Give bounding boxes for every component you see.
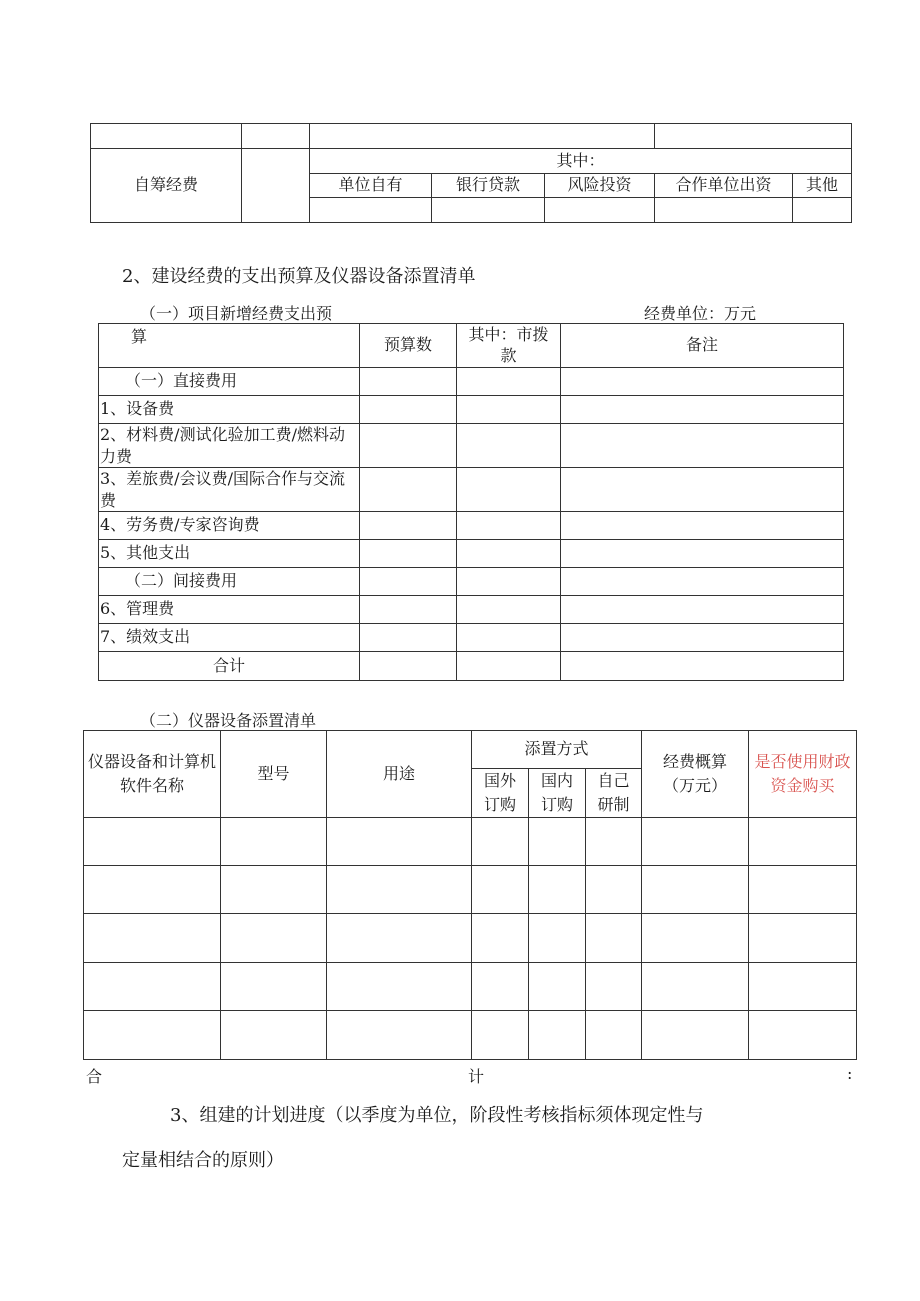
source-other: 其他 (793, 174, 852, 198)
cell (561, 624, 844, 652)
cell (327, 866, 472, 914)
row-total: 合计 (99, 652, 360, 681)
cell (561, 468, 844, 512)
cell (221, 914, 327, 963)
cell (360, 596, 457, 624)
cell (457, 540, 561, 568)
cell (360, 568, 457, 596)
header-domestic: 国内订购 (529, 769, 586, 818)
cell (749, 866, 857, 914)
cell (360, 468, 457, 512)
cell (529, 818, 586, 866)
cell (91, 124, 242, 149)
row-management: 6、管理费 (99, 596, 360, 624)
cell (529, 914, 586, 963)
cell (472, 866, 529, 914)
total-right: : (847, 1064, 853, 1083)
source-partner: 合作单位出资 (655, 174, 793, 198)
cell (561, 652, 844, 681)
row-materials: 2、材料费/测试化验加工费/燃料动力费 (99, 424, 360, 468)
cell (310, 124, 655, 149)
cell (529, 1011, 586, 1060)
cell (221, 963, 327, 1011)
cell (749, 818, 857, 866)
header-self-made: 自己研制 (586, 769, 642, 818)
cell (586, 866, 642, 914)
source-bank-loan: 银行贷款 (432, 174, 545, 198)
cell (561, 568, 844, 596)
cell (432, 198, 545, 223)
cell (457, 568, 561, 596)
budget-subtitle: （一）项目新增经费支出预 (140, 304, 333, 323)
header-purpose: 用途 (327, 731, 472, 818)
of-which-label: 其中： (310, 149, 852, 174)
cell (360, 540, 457, 568)
cell (655, 198, 793, 223)
row-travel: 3、差旅费/会议费/国际合作与交流费 (99, 468, 360, 512)
cell (472, 818, 529, 866)
cell (360, 396, 457, 424)
header-budget: 预算数 (360, 324, 457, 368)
cell (457, 624, 561, 652)
cell (642, 1011, 749, 1060)
cell (457, 396, 561, 424)
cell (793, 198, 852, 223)
cell (327, 963, 472, 1011)
cell (457, 512, 561, 540)
cell (655, 124, 852, 149)
cell (586, 914, 642, 963)
cell (360, 424, 457, 468)
row-performance: 7、绩效支出 (99, 624, 360, 652)
cell (545, 198, 655, 223)
cell (586, 963, 642, 1011)
cell (642, 914, 749, 963)
cell (457, 368, 561, 396)
header-item (99, 324, 360, 368)
cell (749, 914, 857, 963)
cell (561, 368, 844, 396)
cell (327, 818, 472, 866)
row-equipment: 1、设备费 (99, 396, 360, 424)
total-left: 合 (86, 1067, 103, 1086)
cell (310, 198, 432, 223)
cell (586, 1011, 642, 1060)
cell (561, 424, 844, 468)
cell (561, 540, 844, 568)
cell (84, 866, 221, 914)
header-name: 仪器设备和计算机软件名称 (84, 731, 221, 818)
cell (561, 396, 844, 424)
cell (561, 512, 844, 540)
row-labor: 4、劳务费/专家咨询费 (99, 512, 360, 540)
header-foreign: 国外订购 (472, 769, 529, 818)
equipment-table (83, 730, 857, 1060)
cell (84, 818, 221, 866)
cell (642, 866, 749, 914)
header-estimate: 经费概算（万元） (642, 731, 749, 818)
cell (457, 596, 561, 624)
cell (457, 652, 561, 681)
cell (586, 818, 642, 866)
cell (221, 818, 327, 866)
cell (472, 914, 529, 963)
cell (457, 468, 561, 512)
source-own: 单位自有 (310, 174, 432, 198)
section2-heading: 2、建设经费的支出预算及仪器设备添置清单 (122, 266, 476, 287)
cell (221, 866, 327, 914)
cell (221, 1011, 327, 1060)
row-direct-costs: （一）直接费用 (99, 368, 360, 396)
source-venture: 风险投资 (545, 174, 655, 198)
header-model: 型号 (221, 731, 327, 818)
equipment-subtitle: （二）仪器设备添置清单 (140, 711, 317, 730)
cell (360, 652, 457, 681)
cell (749, 1011, 857, 1060)
header-item-label: 算 (131, 327, 148, 346)
cell (84, 963, 221, 1011)
cell (242, 124, 310, 149)
cell (749, 963, 857, 1011)
section3-line1: 3、组建的计划进度（以季度为单位，阶段性考核指标须体现定性与 (170, 1105, 704, 1126)
section3-line2: 定量相结合的原则） (122, 1150, 284, 1171)
cell (472, 1011, 529, 1060)
header-city-funding: 其中：市拨款 (457, 324, 561, 368)
cell (360, 368, 457, 396)
cell (457, 424, 561, 468)
header-method: 添置方式 (472, 731, 642, 769)
header-fiscal: 是否使用财政资金购买 (749, 731, 857, 818)
cell (360, 512, 457, 540)
header-remarks: 备注 (561, 324, 844, 368)
cell (529, 963, 586, 1011)
budget-table (98, 323, 844, 681)
cell (84, 1011, 221, 1060)
cell (472, 963, 529, 1011)
cell (242, 149, 310, 223)
unit-label: 经费单位：万元 (644, 304, 757, 323)
row-other: 5、其他支出 (99, 540, 360, 568)
cell (327, 914, 472, 963)
cell (529, 866, 586, 914)
cell (84, 914, 221, 963)
cell (327, 1011, 472, 1060)
cell (642, 818, 749, 866)
cell (642, 963, 749, 1011)
self-funding-label: 自筹经费 (91, 149, 242, 223)
cell (561, 596, 844, 624)
cell (360, 624, 457, 652)
row-indirect-costs: （二）间接费用 (99, 568, 360, 596)
funding-sources-table (90, 123, 852, 223)
total-mid: 计 (468, 1067, 485, 1086)
